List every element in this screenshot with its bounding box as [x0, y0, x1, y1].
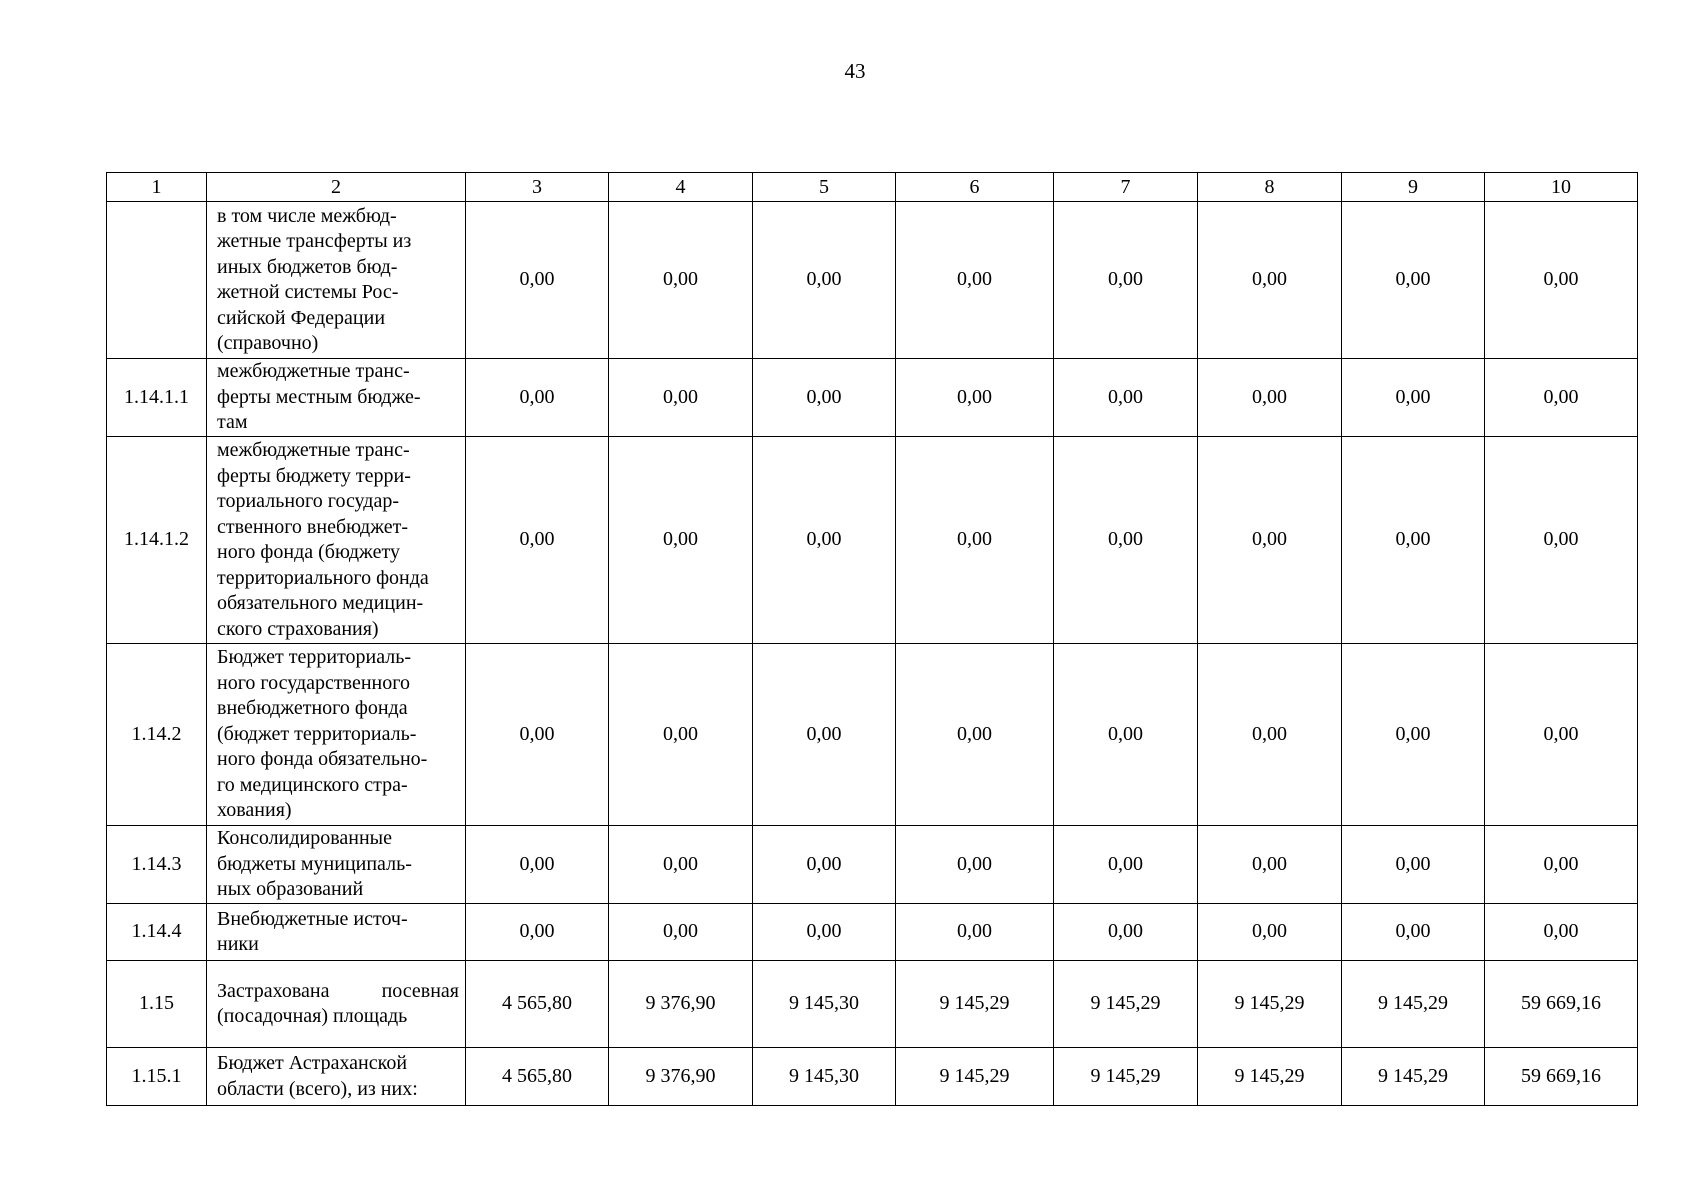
- row-value: 9 145,30: [753, 961, 896, 1048]
- row-name-line: (посадочная) площадь: [217, 1005, 408, 1027]
- row-name-line: обязательного медицин-: [217, 592, 424, 614]
- row-value: 0,00: [466, 359, 609, 437]
- row-value: 0,00: [609, 437, 753, 644]
- row-name-line: Внебюджетные источ-: [217, 907, 408, 930]
- column-header: 10: [1485, 173, 1638, 202]
- row-code: 1.14.1.1: [107, 359, 207, 437]
- column-header: 7: [1054, 173, 1198, 202]
- row-value: 0,00: [896, 826, 1054, 904]
- row-name-line: ного государственного: [217, 671, 410, 694]
- table-row: [107, 202, 1638, 359]
- row-name-line: внебюджетного фонда: [217, 697, 408, 720]
- page-number: 43: [844, 59, 866, 83]
- row-value: 9 145,29: [896, 961, 1054, 1048]
- column-number-header-row: [107, 173, 1638, 202]
- row-value: 4 565,80: [466, 961, 609, 1048]
- row-value: 0,00: [609, 826, 753, 904]
- row-name-line: (справочно): [217, 332, 319, 354]
- row-name-line: жетные трансферты из: [217, 230, 412, 252]
- row-name-line: ного фонда (бюджету: [217, 541, 400, 563]
- row-value: 0,00: [1054, 826, 1198, 904]
- row-name: [207, 644, 466, 826]
- row-name-line: сийской Федерации: [217, 306, 386, 329]
- row-value: 0,00: [753, 202, 896, 359]
- row-name: [207, 904, 466, 961]
- row-value: 0,00: [896, 359, 1054, 437]
- row-value: 0,00: [1054, 359, 1198, 437]
- row-value: 0,00: [1485, 437, 1638, 644]
- table-row: [107, 1048, 1638, 1106]
- row-value: 0,00: [896, 437, 1054, 644]
- row-name-line: го медицинского стра-: [217, 773, 408, 796]
- row-value: 0,00: [1054, 202, 1198, 359]
- row-code: 1.14.2: [107, 644, 207, 826]
- row-name-line: жетной системы Рос-: [217, 281, 399, 303]
- table-row: [107, 437, 1638, 644]
- row-value: 0,00: [466, 202, 609, 359]
- row-value: 0,00: [896, 644, 1054, 826]
- budget-table: [106, 172, 1638, 1106]
- row-value: 0,00: [609, 202, 753, 359]
- row-name-word: посевная: [381, 979, 459, 1002]
- row-code: 1.14.3: [107, 826, 207, 904]
- row-value: 9 145,29: [1198, 961, 1342, 1048]
- row-value: 0,00: [753, 904, 896, 961]
- row-value: 9 376,90: [609, 1048, 753, 1106]
- row-value: 59 669,16: [1485, 961, 1638, 1048]
- row-name-line: (бюджет территориаль-: [217, 722, 417, 745]
- row-value: 9 376,90: [609, 961, 753, 1048]
- table-row: [107, 961, 1638, 1048]
- row-value: 0,00: [753, 437, 896, 644]
- row-name-line: [217, 979, 459, 1005]
- row-name-line: иных бюджетов бюд-: [217, 255, 398, 278]
- row-value: 9 145,29: [1342, 961, 1485, 1048]
- row-name: [207, 437, 466, 644]
- row-name: [207, 359, 466, 437]
- row-value: 0,00: [1485, 202, 1638, 359]
- row-name-line: ных образований: [217, 878, 364, 901]
- row-value: 0,00: [1342, 904, 1485, 961]
- row-value: 0,00: [1485, 826, 1638, 904]
- row-value: 0,00: [466, 437, 609, 644]
- row-name-line: ники: [217, 933, 259, 955]
- row-name: [207, 961, 466, 1048]
- row-value: 0,00: [1198, 437, 1342, 644]
- row-value: 0,00: [1342, 359, 1485, 437]
- row-value: 0,00: [609, 644, 753, 826]
- column-header: 2: [207, 173, 466, 202]
- row-name-word: Застрахована: [217, 979, 330, 1002]
- row-value: 59 669,16: [1485, 1048, 1638, 1106]
- row-name-line: ного фонда обязательно-: [217, 748, 428, 771]
- row-value: 0,00: [1342, 826, 1485, 904]
- row-value: 9 145,29: [1054, 961, 1198, 1048]
- row-name-line: межбюджетные транс-: [217, 360, 410, 383]
- row-value: 0,00: [896, 202, 1054, 359]
- row-value: 0,00: [1198, 202, 1342, 359]
- row-value: 0,00: [1198, 644, 1342, 826]
- row-value: 0,00: [896, 904, 1054, 961]
- row-value: 0,00: [1198, 904, 1342, 961]
- row-value: 9 145,29: [1054, 1048, 1198, 1106]
- row-value: 0,00: [1485, 644, 1638, 826]
- row-value: 9 145,29: [1198, 1048, 1342, 1106]
- row-value: 0,00: [1054, 644, 1198, 826]
- row-name-line: территориального фонда: [217, 566, 429, 589]
- column-header: 4: [609, 173, 753, 202]
- table-row: [107, 826, 1638, 904]
- row-value: 0,00: [1198, 826, 1342, 904]
- table-row: [107, 644, 1638, 826]
- row-name-line: хования): [217, 799, 292, 822]
- row-value: 0,00: [609, 359, 753, 437]
- row-name-line: ториального государ-: [217, 490, 400, 512]
- row-value: 0,00: [466, 644, 609, 826]
- row-name-line: там: [217, 411, 248, 434]
- row-value: 0,00: [609, 904, 753, 961]
- row-code: 1.15: [107, 961, 207, 1048]
- row-value: 9 145,29: [1342, 1048, 1485, 1106]
- row-value: 0,00: [1054, 904, 1198, 961]
- row-value: 0,00: [753, 644, 896, 826]
- row-name: [207, 202, 466, 359]
- row-value: 0,00: [1342, 644, 1485, 826]
- row-name-line: Бюджет территориаль-: [217, 646, 412, 669]
- row-value: 0,00: [1054, 437, 1198, 644]
- row-value: 0,00: [466, 826, 609, 904]
- column-header: 3: [466, 173, 609, 202]
- column-header: 5: [753, 173, 896, 202]
- row-name-line: Консолидированные: [217, 827, 392, 850]
- row-value: 0,00: [466, 904, 609, 961]
- table-row: [107, 359, 1638, 437]
- row-name-line: области (всего), из них:: [217, 1077, 418, 1100]
- column-header: 1: [107, 173, 207, 202]
- table-row: [107, 904, 1638, 961]
- row-name-line: Бюджет Астраханской: [217, 1052, 408, 1074]
- column-header: 8: [1198, 173, 1342, 202]
- row-code: 1.14.4: [107, 904, 207, 961]
- row-value: 0,00: [1485, 359, 1638, 437]
- column-header: 6: [896, 173, 1054, 202]
- row-name: [207, 1048, 466, 1106]
- row-name-line: ферты бюджету терри-: [217, 464, 411, 487]
- row-code: 1.14.1.2: [107, 437, 207, 644]
- row-value: 0,00: [753, 359, 896, 437]
- row-value: 4 565,80: [466, 1048, 609, 1106]
- row-value: 0,00: [1342, 202, 1485, 359]
- row-name-line: ственного внебюджет-: [217, 515, 409, 538]
- row-name-line: ского страхования): [217, 617, 379, 640]
- row-value: 0,00: [753, 826, 896, 904]
- row-value: 0,00: [1342, 437, 1485, 644]
- row-name-line: бюджеты муниципаль-: [217, 852, 412, 875]
- row-name-line: в том числе межбюд-: [217, 204, 397, 227]
- row-name: [207, 826, 466, 904]
- row-code: 1.15.1: [107, 1048, 207, 1106]
- row-code: [107, 202, 207, 359]
- row-value: 9 145,29: [896, 1048, 1054, 1106]
- row-name-line: ферты местным бюдже-: [217, 385, 421, 408]
- row-value: 9 145,30: [753, 1048, 896, 1106]
- column-header: 9: [1342, 173, 1485, 202]
- row-value: 0,00: [1485, 904, 1638, 961]
- row-name-line: межбюджетные транс-: [217, 439, 410, 461]
- row-value: 0,00: [1198, 359, 1342, 437]
